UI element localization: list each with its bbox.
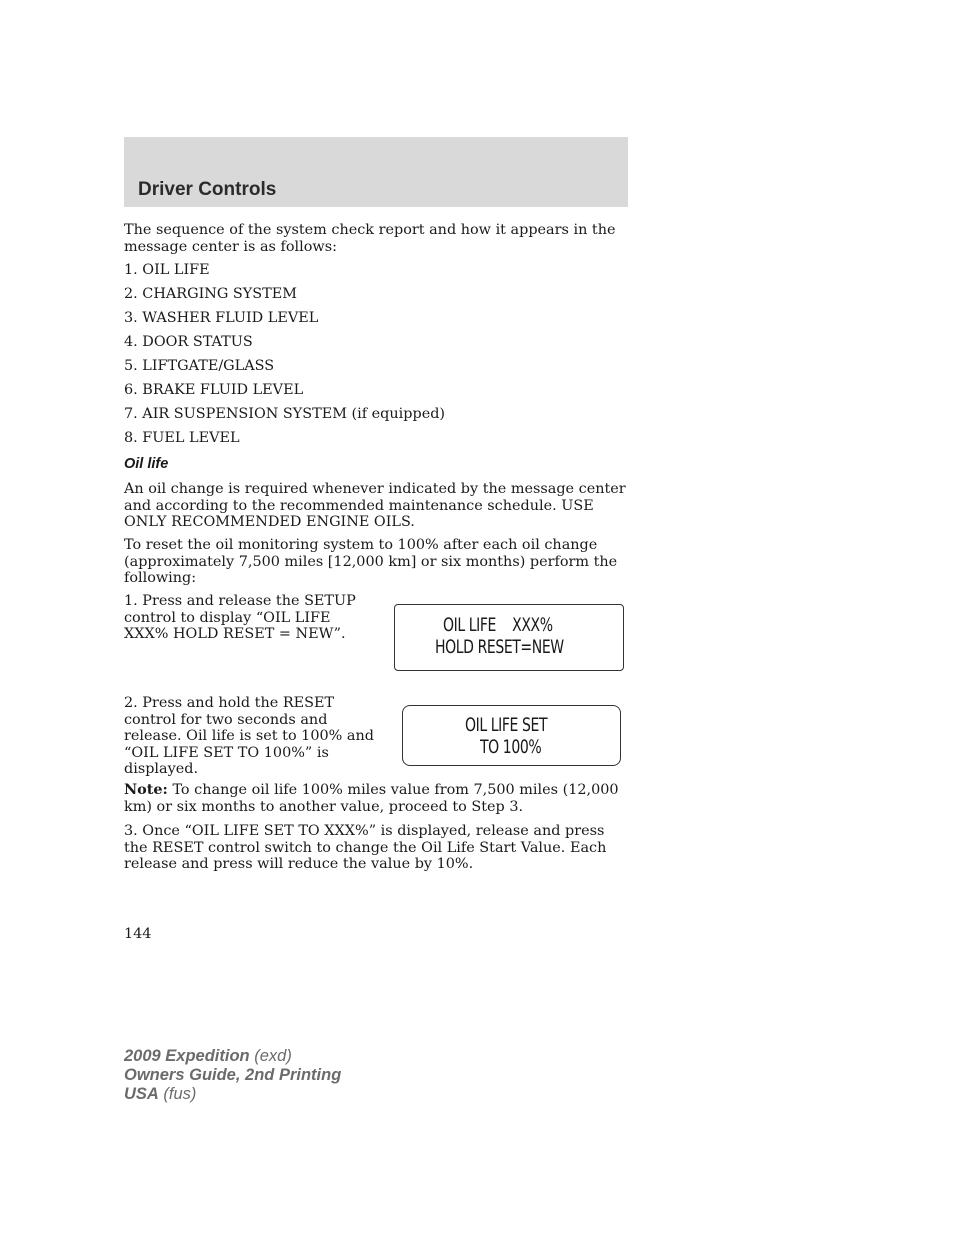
footer-line-3 [124,1085,341,1104]
list-item: 1. OIL LIFE [124,262,210,278]
step-3-text: 3. Once “OIL LIFE SET TO XXX%” is displayed, release and press the RESET control switch to change the Oil Life Start Value. Each release and press will reduce the value by 10%. [124,823,607,872]
display-line: TO 100% [480,736,542,758]
footer-market: USA [124,1085,159,1103]
footer-model-code: (exd) [249,1047,292,1065]
section-title: Driver Controls [138,179,277,200]
note-text: To change oil life 100% miles value from 7,500 miles (12,000 km) or six months to another value, proceed to Step 3. [124,782,619,815]
footer-line-1 [124,1047,341,1066]
list-item: 8. FUEL LEVEL [124,430,240,446]
section-header-band [124,137,628,207]
display-line: OIL LIFE SET [465,714,548,736]
list-item: 6. BRAKE FLUID LEVEL [124,382,304,398]
list-item: 2. CHARGING SYSTEM [124,286,297,302]
step-1-text: 1. Press and release the SETUP control to display “OIL LIFE XXX% HOLD RESET = NEW”. [124,593,356,642]
step-2-text: 2. Press and hold the RESET control for two seconds and release. Oil life is set to 100% and “OIL LIFE SET TO 100%” is displayed. [124,695,374,777]
list-item: 3. WASHER FLUID LEVEL [124,310,319,326]
oil-life-paragraph-2: To reset the oil monitoring system to 100% after each oil change (approximately 7,500 miles [12,000 km] or six months) perform the following: [124,537,618,586]
note-paragraph [124,782,628,815]
message-center-display-2 [402,705,621,766]
oil-life-paragraph-1: An oil change is required whenever indicated by the message center and according to the recommended maintenance schedule. USE ONLY RECOMMENDED ENGINE OILS. [124,481,626,530]
message-center-display-1 [394,604,624,671]
footer [124,1047,341,1104]
display-line: HOLD RESET=NEW [435,636,564,658]
list-item: 7. AIR SUSPENSION SYSTEM (if equipped) [124,406,446,422]
page-number: 144 [124,926,152,942]
footer-line-2: Owners Guide, 2nd Printing [124,1066,342,1084]
display-line: OIL LIFE XXX% [443,614,553,636]
list-item: 5. LIFTGATE/GLASS [124,358,275,374]
list-item: 4. DOOR STATUS [124,334,253,350]
oil-life-heading: Oil life [124,456,169,472]
note-label: Note: [124,781,168,798]
footer-market-code: (fus) [158,1085,197,1103]
footer-model: 2009 Expedition [124,1047,250,1065]
intro-paragraph: The sequence of the system check report and how it appears in the message center is as follows: [124,222,616,255]
